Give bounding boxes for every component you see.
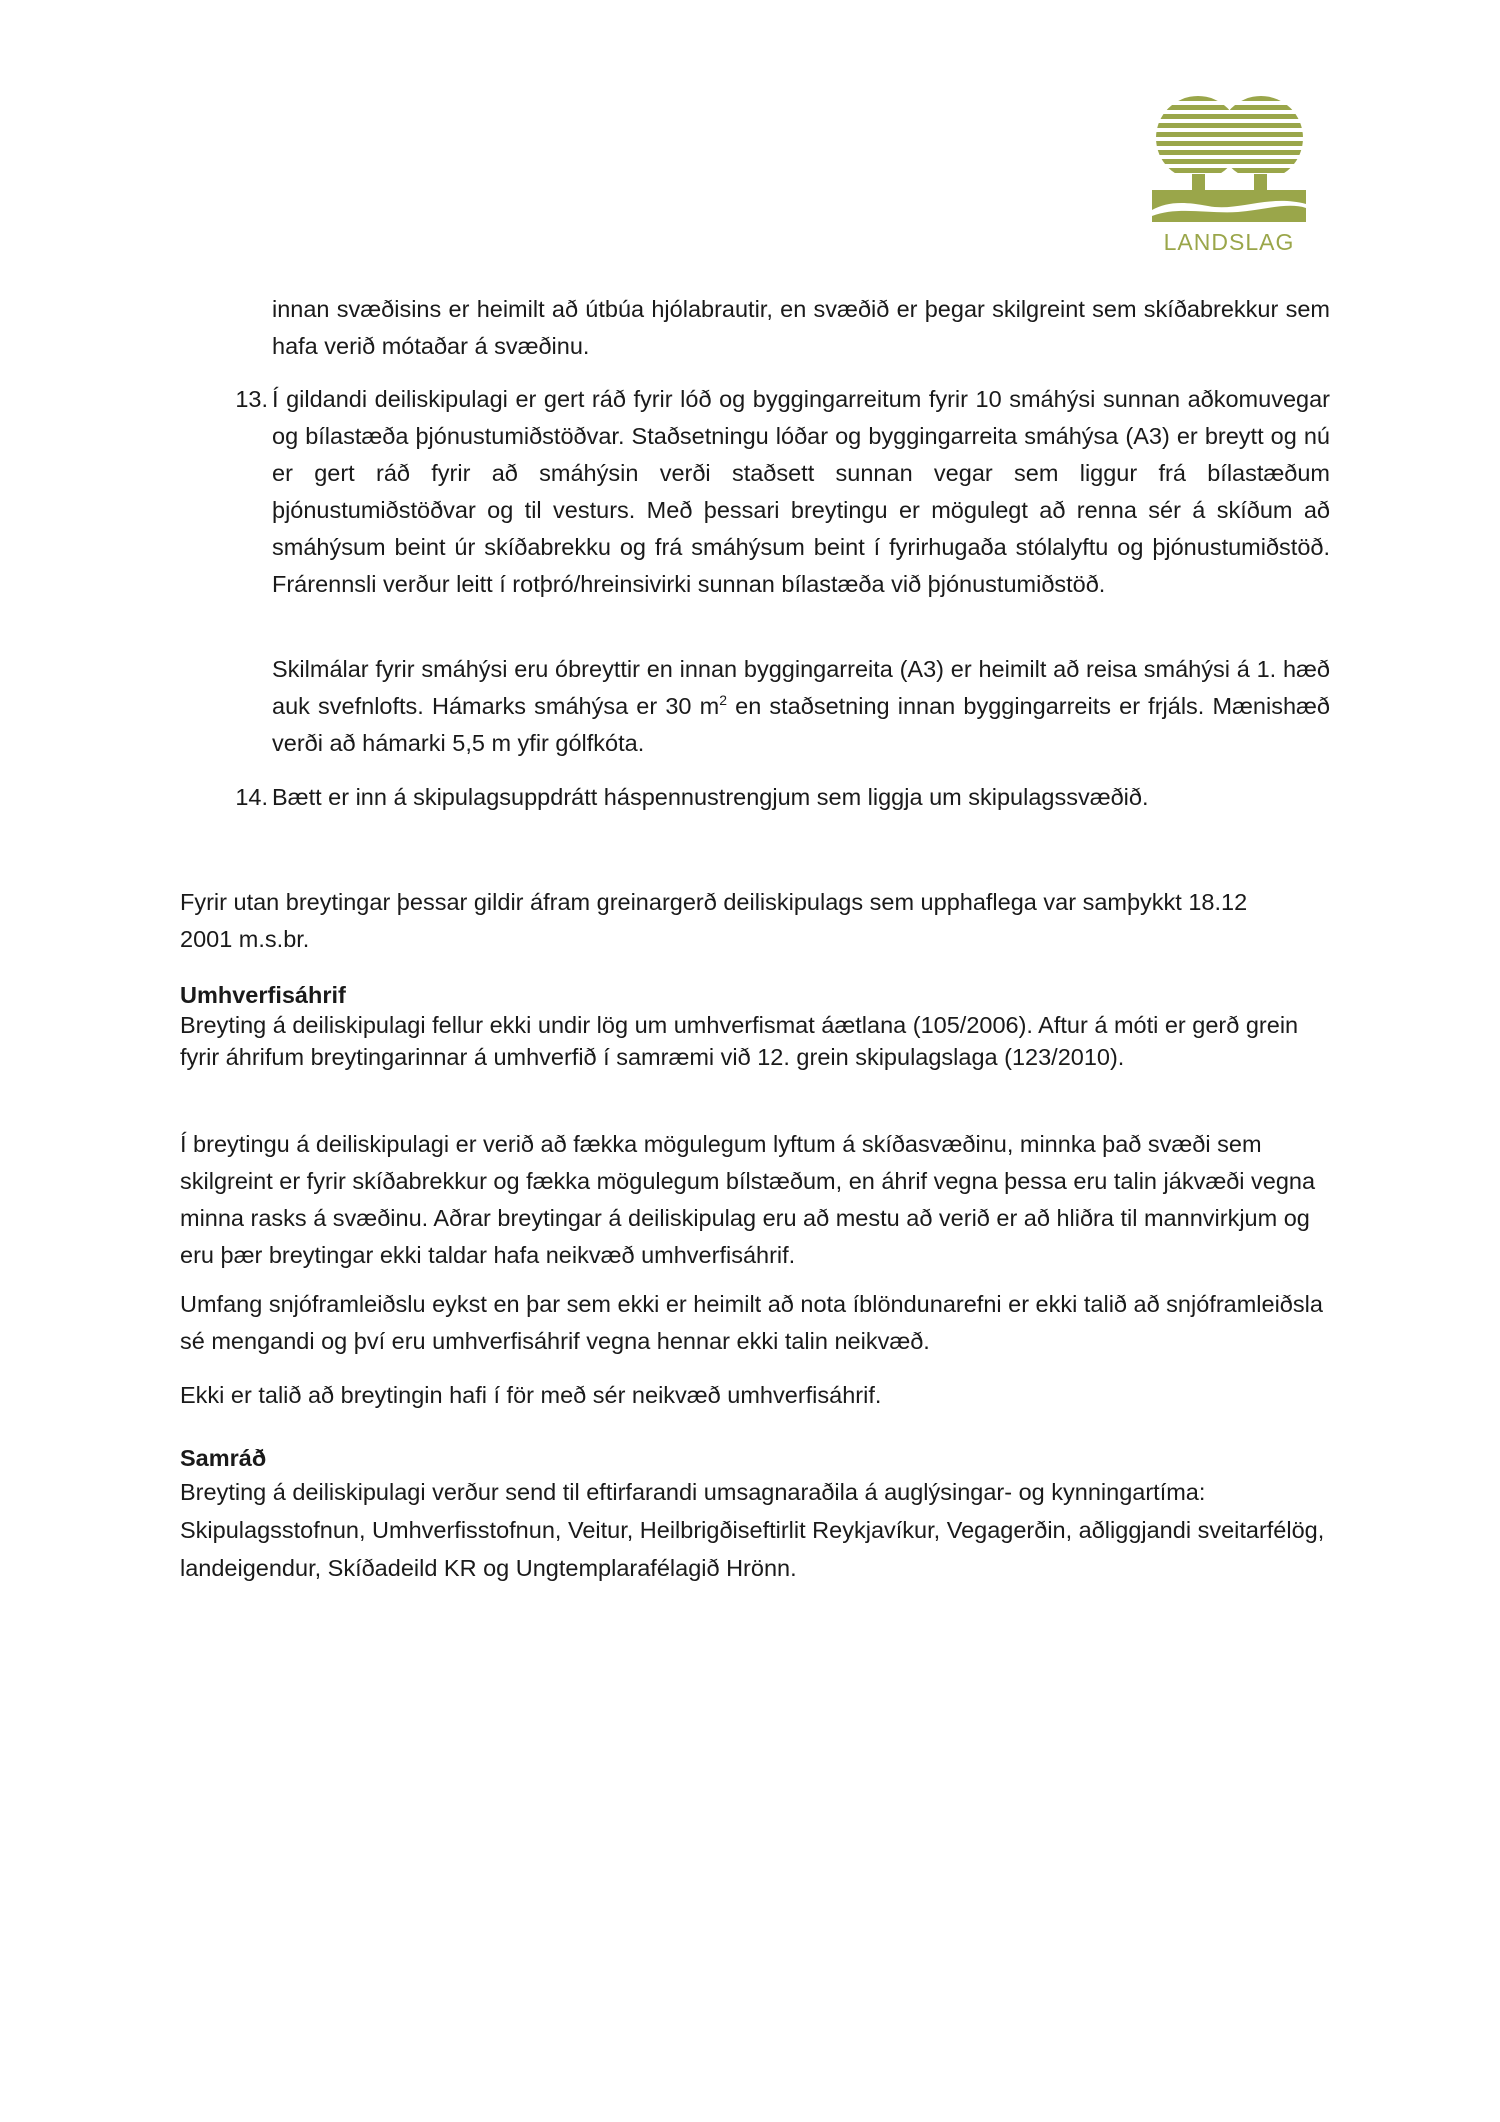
environment-paragraph-1: Breyting á deiliskipulagi fellur ekki undir lög um umhverfismat áætlana (105/2006). Aftur á móti er gerð grein fyrir áhrifum breytingarinnar á umhverfið í samræmi við 12. grein skipulagslaga (123/2010). (180, 1012, 1299, 1070)
list-item-14 (222, 779, 1330, 816)
heading-samrad: Samráð (180, 1445, 267, 1471)
list-number: 13. (235, 386, 268, 412)
logo-text: LANDSLAG (1163, 229, 1295, 255)
general-paragraph: Fyrir utan breytingar þessar gildir áfram greinargerð deiliskipulags sem upphaflega var samþykkt 18.12 2001 m.s.br. (180, 889, 1248, 952)
environment-paragraph-2: Í breytingu á deiliskipulagi er verið að fækka mögulegum lyftum á skíðasvæðinu, minnka það svæði sem skilgreint er fyrir skíðabrekkur og fækka mögulegum bílstæðum, en áhrif vegna þessa eru talin jákvæði vegna minna rasks á svæðinu. Aðrar breytingar á deiliskipulag eru að mestu að verið er að hliðra til mannvirkjum og eru þær breytingar ekki taldar hafa neikvæð umhverfisáhrif. (180, 1131, 1316, 1268)
trees-logo-icon (1148, 94, 1310, 226)
list-item-13-subparagraph: Skilmálar fyrir smáhýsi eru óbreyttir en innan byggingarreita (A3) er heimilt að reisa smáhýsi á 1. hæð auk svefnlofts. Hámarks smáhýsa er 30 $m^2$ en staðsetning innan byggingarreits er frjáls. Mænishæð verði að hámarki 5,5 m yfir gólfkóta. (272, 656, 1331, 756)
intro-paragraph: innan svæðisins er heimilt að útbúa hjólabrautir, en svæðið er þegar skilgreint sem skíðabrekkur sem hafa verið mótaðar á svæðinu. (272, 296, 1330, 359)
list-item-13-text: Í gildandi deiliskipulagi er gert ráð fyrir lóð og byggingarreitum fyrir 10 smáhýsi sunnan aðkomuvegar og bílastæða þjónustumiðstöðvar. Staðsetningu lóðar og byggingarreita smáhýsa (A3) er breytt og nú er gert ráð fyrir að smáhýsin verði staðsett sunnan vegar sem liggur frá bílastæðum þjónustumiðstöðvar og til vesturs. Með þessari breytingu er mögulegt að renna sér á skíðum að smáhýsum beint úr skíðabrekku og frá smáhýsum beint í fyrirhugaða stólalyftu og þjónustumiðstöð. Frárennsli verður leitt í rotþró/hreinsivirki sunnan bílastæða við þjónustumiðstöð. (272, 386, 1330, 597)
heading-umhverfisahrif: Umhverfisáhrif (180, 982, 346, 1008)
environment-paragraph-4: Ekki er talið að breytingin hafi í för með sér neikvæð umhverfisáhrif. (180, 1382, 882, 1408)
environment-paragraph-3: Umfang snjóframleiðslu eykst en þar sem ekki er heimilt að nota íblöndunarefni er ekki talið að snjóframleiðsla sé mengandi og því eru umhverfisáhrif vegna hennar ekki talin neikvæð. (180, 1291, 1323, 1354)
list-number: 14. (235, 784, 268, 810)
landslag-logo (1148, 94, 1310, 258)
consultation-paragraph: Breyting á deiliskipulagi verður send til eftirfarandi umsagnaraðila á auglýsingar- og kynningartíma: Skipulagsstofnun, Umhverfisstofnun, Veitur, Heilbrigðiseftirlit Reykjavíkur, Vegagerðin, aðliggjandi sveitarfélög, landeigendur, Skíðadeild KR og Ungtemplarafélagið Hrönn. (180, 1479, 1325, 1581)
list-item-13 (222, 381, 1330, 641)
list-item-14-text: Bætt er inn á skipulagsuppdrátt háspennustrengjum sem liggja um skipulagssvæðið. (272, 784, 1149, 810)
superscript: 2 (719, 692, 727, 709)
